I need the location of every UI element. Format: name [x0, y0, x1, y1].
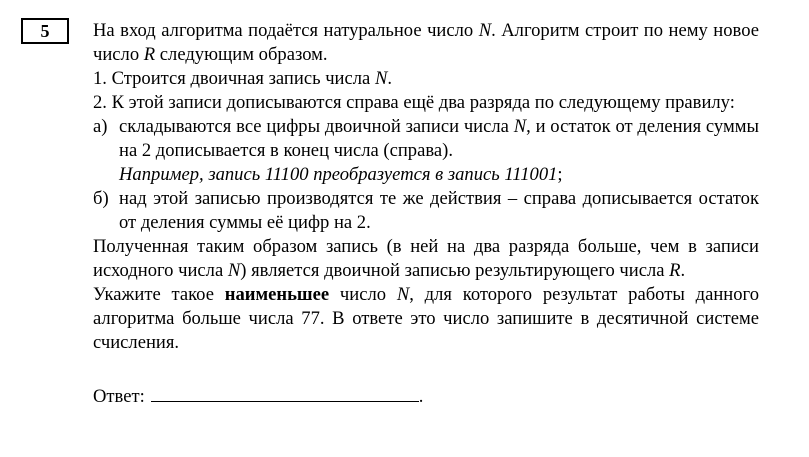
item-a-mark: а)	[93, 116, 108, 137]
result-paragraph: Полученная таким образом запись (в ней на два разряда больше, чем в записи исходного числа N) является двоичной записью результирующего числа R.	[93, 236, 759, 281]
rule-item-b: б) над этой записью производятся те же действия – справа дописывается остаток от деления суммы её цифр на 2.	[93, 188, 759, 233]
answer-line: Ответ: .	[93, 383, 759, 409]
intro-paragraph: На вход алгоритма подаётся натуральное число N. Алгоритм строит по нему новое число R следующим образом.	[93, 20, 759, 65]
task-text	[93, 19, 759, 409]
task-number: 5	[40, 21, 50, 41]
answer-blank[interactable]	[151, 383, 419, 402]
task-number-box	[21, 18, 69, 44]
step-1: 1. Строится двоичная запись числа N.	[93, 68, 393, 89]
item-b-mark: б)	[93, 188, 109, 209]
example-line: Например, запись 11100 преобразуется в запись 111001;	[119, 164, 563, 185]
question-paragraph: Укажите такое наименьшее число N, для которого результат работы данного алгоритма больше числа 77. В ответе это число запишите в десятичной системе счисления.	[93, 284, 759, 353]
answer-label: Ответ:	[93, 386, 145, 407]
step-2: 2. К этой записи дописываются справа ещё два разряда по следующему правилу:	[93, 92, 735, 113]
rule-item-a: а) складываются все цифры двоичной записи числа N, и остаток от деления суммы на 2 дописывается в конец числа (справа).	[93, 116, 759, 161]
